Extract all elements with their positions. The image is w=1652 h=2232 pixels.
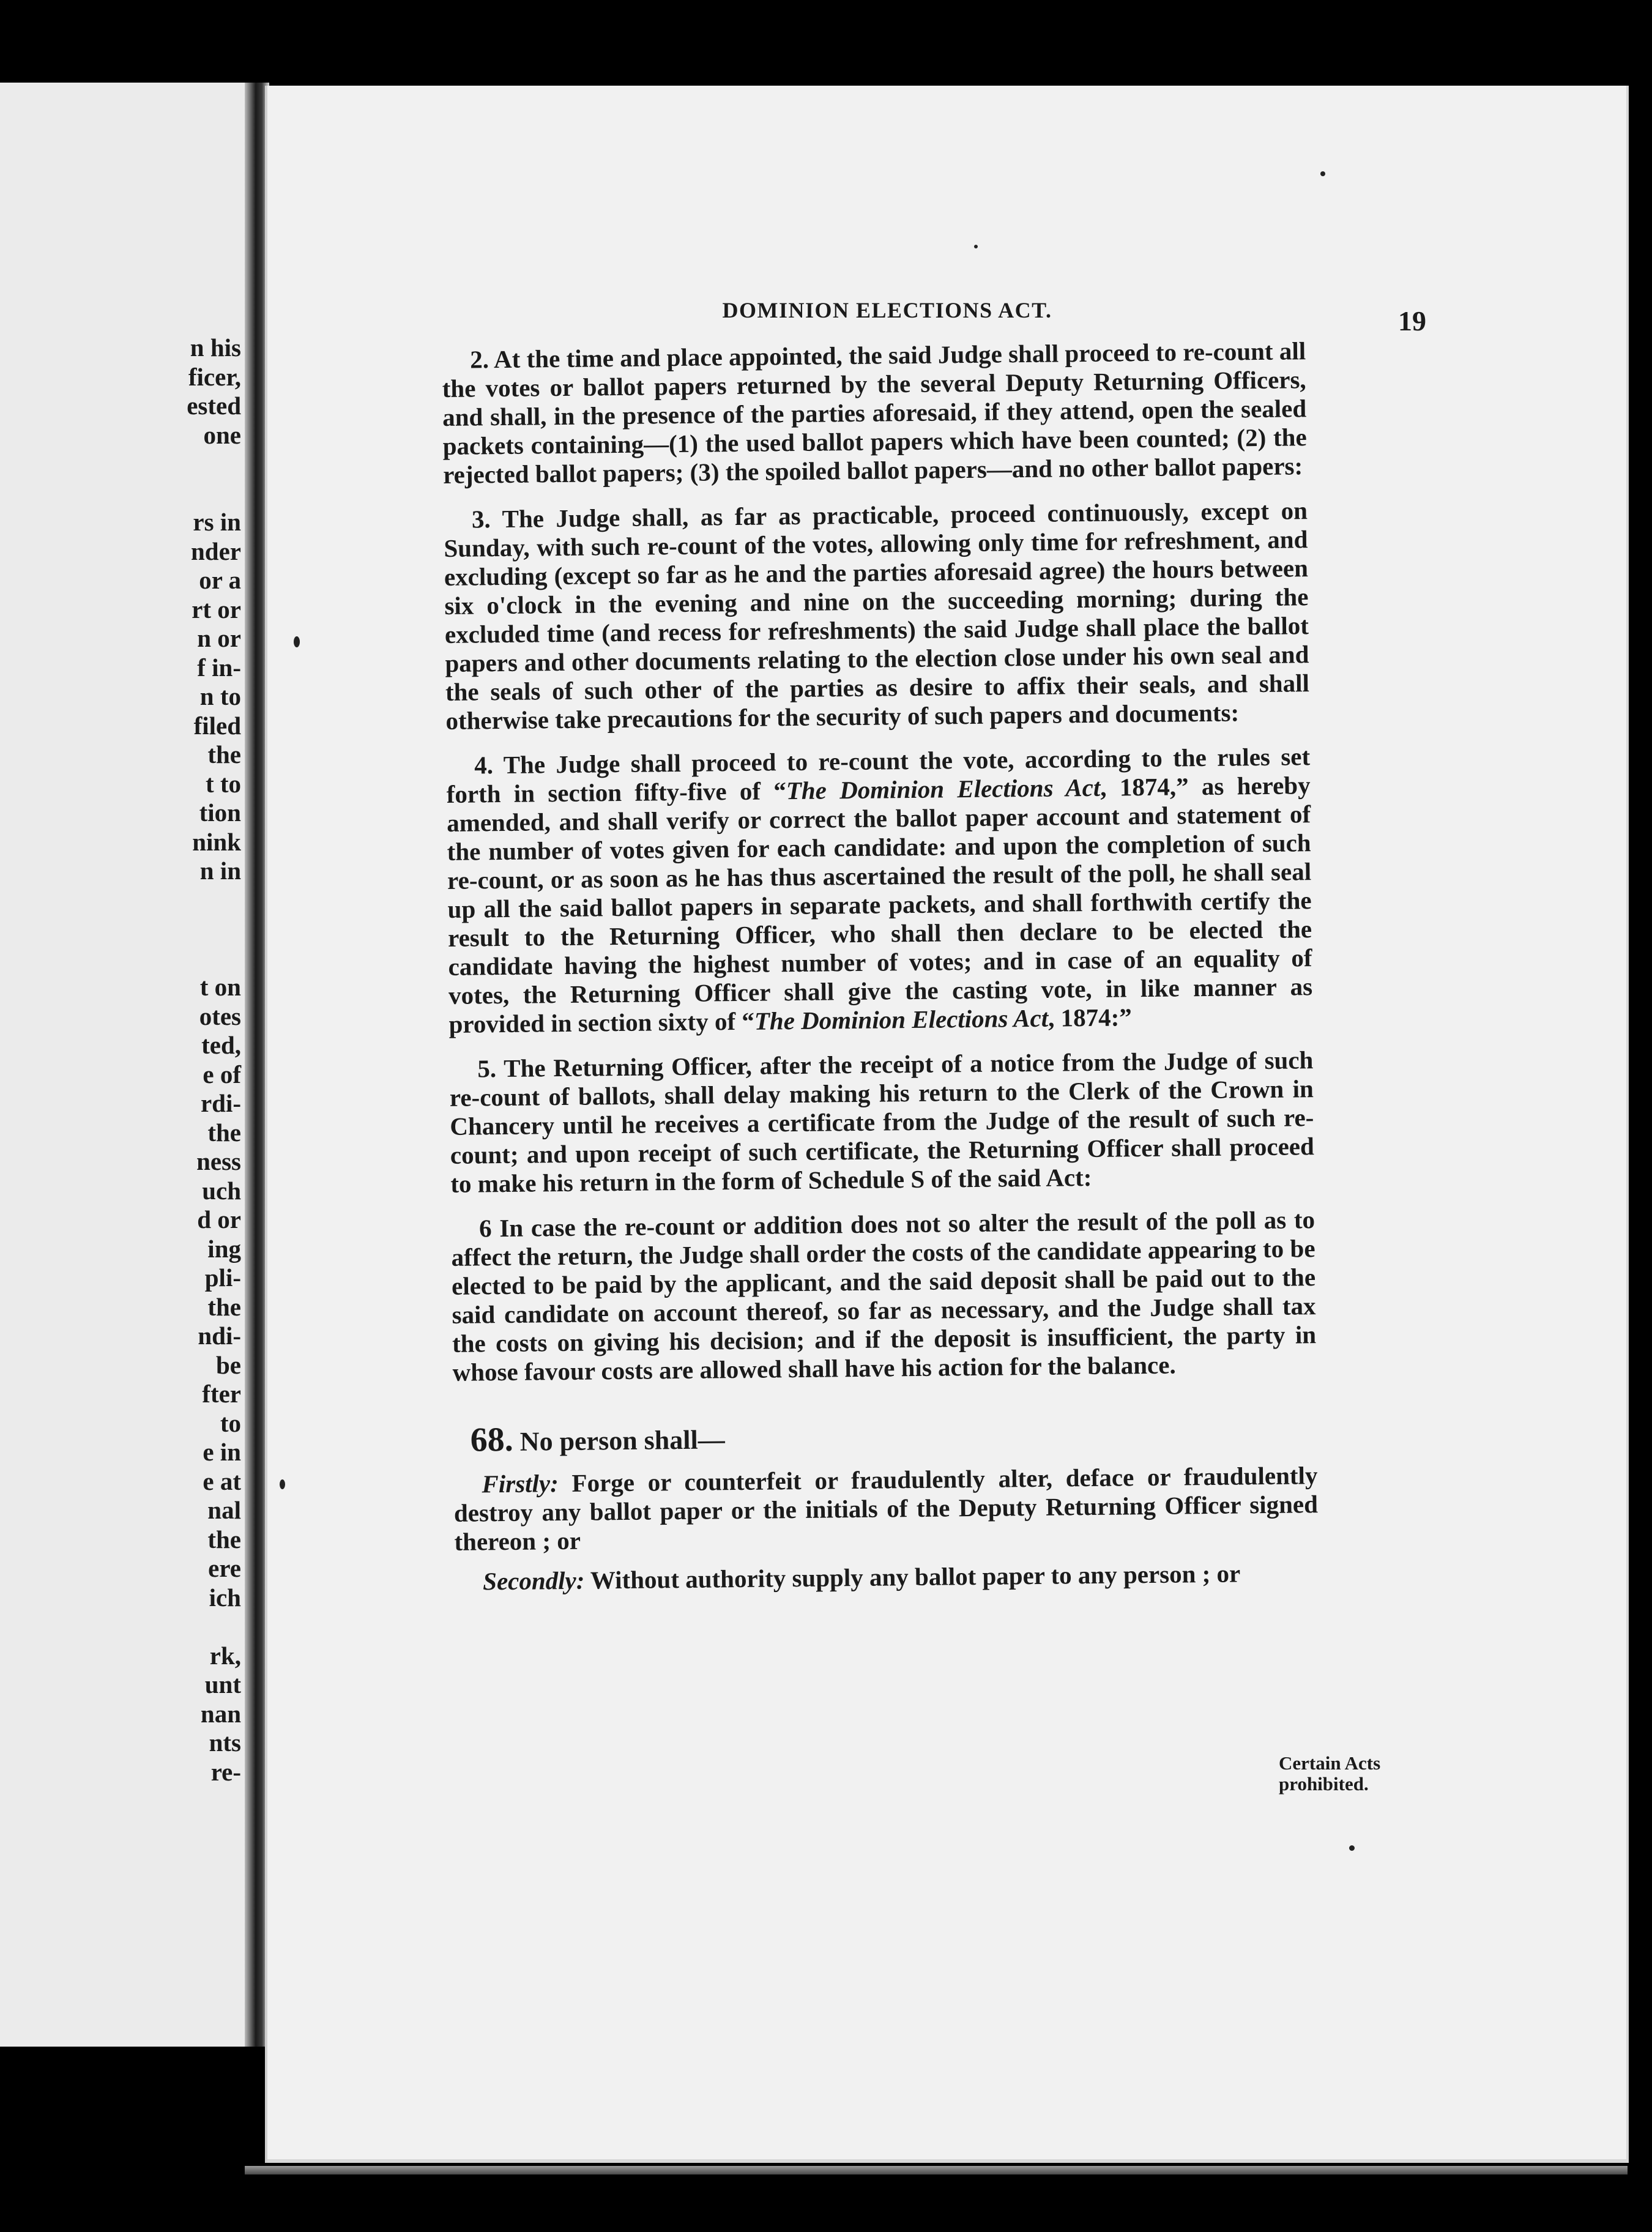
left-page-fragment bbox=[0, 479, 245, 508]
left-page-fragment bbox=[0, 1612, 245, 1642]
left-page-fragment: e of bbox=[203, 1060, 241, 1088]
left-page-text-fragments bbox=[0, 333, 245, 1787]
left-page-fragment: uch bbox=[202, 1176, 241, 1205]
paragraph-3 bbox=[444, 496, 1310, 735]
left-page-fragment: ted, bbox=[201, 1031, 241, 1059]
left-page-fragment: rdi- bbox=[200, 1089, 241, 1117]
left-page-fragment: t to bbox=[205, 769, 241, 798]
scan-speck bbox=[1320, 171, 1325, 176]
paragraph-6 bbox=[451, 1205, 1317, 1387]
left-page-fragment: the bbox=[207, 740, 241, 768]
left-page-fragment bbox=[0, 886, 245, 915]
left-page-fragment: filed bbox=[193, 711, 241, 740]
left-page-fragment bbox=[0, 450, 245, 479]
left-page-fragment: fter bbox=[202, 1380, 241, 1408]
paragraph-text: The Judge shall proceed to re-count the vote, according to the rules set forth in section fifty-five of “ bbox=[446, 742, 1311, 808]
section-68-heading bbox=[453, 1417, 1317, 1457]
act-title: The Dominion Elections Act bbox=[754, 1003, 1049, 1035]
left-page-fragment: d or bbox=[197, 1205, 241, 1233]
clause-label: Secondly: bbox=[482, 1566, 585, 1596]
paragraph-text: , 1874,” as hereby amended, and shall verify or correct the ballot paper account and statement of the number of votes given for each candidate: and upon the completion of such re-count, or as soon as he has thus ascertained the result of the poll, he shall seal up all the said ballot papers in separate packets, and shall forthwith certify the result to the Returning Officer, who shall then declare to be elected the candidate having the highest number of votes; and in case of an equality of votes, the Returning Officer shall give the casting vote, in like manner as provided in section sixty of “ bbox=[446, 771, 1313, 1038]
left-page-fragment: nts bbox=[209, 1728, 241, 1757]
left-page-fragment: to bbox=[220, 1408, 241, 1437]
left-page-fragment: or a bbox=[199, 566, 241, 594]
scan-speck bbox=[974, 245, 978, 248]
left-page-fragment: ested bbox=[187, 392, 241, 420]
left-page-fragment: re- bbox=[210, 1757, 241, 1786]
left-page-fragment bbox=[0, 944, 245, 973]
scan-speck bbox=[294, 636, 300, 647]
left-page-fragment: ficer, bbox=[188, 362, 241, 391]
clause-secondly bbox=[455, 1558, 1319, 1596]
left-page-fragment: n to bbox=[199, 682, 241, 710]
scan-speck bbox=[280, 1479, 285, 1489]
paragraph-2 bbox=[442, 337, 1307, 489]
left-page-fragment: the bbox=[207, 1118, 241, 1147]
left-page-fragment: the bbox=[207, 1292, 241, 1321]
left-page-fragment: rk, bbox=[209, 1641, 241, 1670]
paragraph-5 bbox=[449, 1046, 1314, 1199]
left-page-fragment: ere bbox=[208, 1554, 241, 1582]
left-page-fragment: the bbox=[207, 1525, 241, 1553]
clause-text: Forge or counterfeit or fraudulently alter, deface or fraudulently destroy any ballot paper or the initials of the Deputy Returning Officer signed thereon ; or bbox=[453, 1461, 1319, 1556]
left-page-fragment: nan bbox=[200, 1699, 241, 1728]
left-page-fragment: ing bbox=[207, 1234, 241, 1263]
left-page-fragment: n in bbox=[199, 857, 241, 885]
left-page-fragment: e in bbox=[203, 1438, 241, 1466]
paragraph-number: 2. bbox=[469, 345, 489, 374]
margin-note-line: prohibited. bbox=[1279, 1773, 1369, 1795]
paragraph-text: At the time and place appointed, the said Judge shall proceed to re-count all the votes or ballot papers returned by the several Deputy Returning Officers, and shall, in the presence of the parties aforesaid, if they attend, open the sealed packets containing—(1) the used ballot papers which have been counted; (2) the rejected ballot papers; (3) the spoiled ballot papers—and no other ballot papers: bbox=[442, 337, 1307, 489]
clause-text: Without authority supply any ballot paper to any person ; or bbox=[590, 1559, 1241, 1594]
body-text bbox=[442, 337, 1319, 1607]
left-page-fragment: tion bbox=[199, 798, 241, 827]
left-page-fragment: n or bbox=[197, 624, 241, 652]
left-page-fragment: rt or bbox=[192, 595, 241, 623]
clause-label: Firstly: bbox=[482, 1469, 559, 1498]
act-title: The Dominion Elections Act bbox=[786, 773, 1101, 805]
page-number: 19 bbox=[1398, 305, 1426, 337]
left-page-fragment: rs in bbox=[193, 508, 241, 536]
left-page-fragment: ich bbox=[209, 1583, 241, 1612]
left-page-fragment: f in- bbox=[197, 653, 241, 682]
page-bottom-edge bbox=[245, 2166, 1628, 2174]
left-page-fragment: ndi- bbox=[198, 1322, 241, 1350]
left-page-fragment: nal bbox=[207, 1496, 241, 1524]
section-number: 68. bbox=[470, 1420, 514, 1459]
paragraph-4 bbox=[446, 742, 1313, 1039]
paragraph-text: , 1874:” bbox=[1047, 1003, 1132, 1032]
section-lead: No person shall— bbox=[519, 1424, 725, 1457]
margin-note-line: Certain Acts bbox=[1279, 1752, 1381, 1774]
paragraph-text: The Returning Officer, after the receipt of a notice from the Judge of such re-count of ballots, shall delay making his return to the Clerk of the Crown in Chancery until he receives a certificate from the Judge of the result of such re-count; and upon receipt of such certificate, the Returning Officer shall proceed to make his return in the form of Schedule S of the said Act: bbox=[449, 1046, 1315, 1198]
paragraph-number: 5. bbox=[477, 1054, 497, 1083]
left-page-fragment: be bbox=[216, 1350, 241, 1379]
left-page-fragment: otes bbox=[199, 1002, 241, 1030]
left-page-fragment: one bbox=[203, 420, 241, 449]
paragraph-number: 6 bbox=[478, 1214, 492, 1243]
left-page-fragment: unt bbox=[204, 1670, 241, 1698]
margin-note bbox=[1279, 1753, 1419, 1795]
left-page-fragment: ness bbox=[196, 1147, 241, 1175]
left-page-fragment: nink bbox=[192, 827, 241, 856]
paragraph-number: 3. bbox=[471, 505, 491, 534]
left-page-fragment: pli- bbox=[204, 1263, 241, 1292]
paragraph-text: The Judge shall, as far as practicable, proceed continuously, except on Sunday, with such re-count of the votes, allowing only time for refreshment, and excluding (except so far as he and the parties aforesaid agree) the hours between six o'clock in the evening and nine on the succeeding morning; during the excluded time (and recess for refreshments) the said Judge shall place the ballot papers and other documents relating to the election close under his own seal and the seals of such other of the parties as desire to affix their seals, and shall otherwise take precautions for the security of such papers and documents: bbox=[444, 496, 1310, 735]
scan-speck bbox=[1349, 1845, 1355, 1851]
clause-firstly bbox=[453, 1461, 1318, 1557]
left-page-fragment: n his bbox=[190, 333, 241, 362]
left-page-fragment bbox=[0, 915, 245, 944]
paragraph-number: 4. bbox=[474, 751, 494, 779]
left-facing-page bbox=[0, 83, 250, 2047]
paragraph-text: In case the re-count or addition does not so alter the result of the poll as to affect the return, the Judge shall order the costs of the candidate appearing to be elected to be paid by the applicant, and the said deposit shall be paid out to the said candidate on account thereof, so far as necessary, and the Judge shall tax the costs on giving his decision; and if the deposit is insufficient, the party in whose favour costs are allowed shall have his action for the balance. bbox=[451, 1205, 1317, 1386]
running-head: DOMINION ELECTIONS ACT. bbox=[722, 298, 1052, 322]
left-page-fragment: e at bbox=[203, 1467, 241, 1495]
left-page-fragment: t on bbox=[199, 973, 241, 1001]
left-page-fragment: nder bbox=[191, 537, 241, 565]
